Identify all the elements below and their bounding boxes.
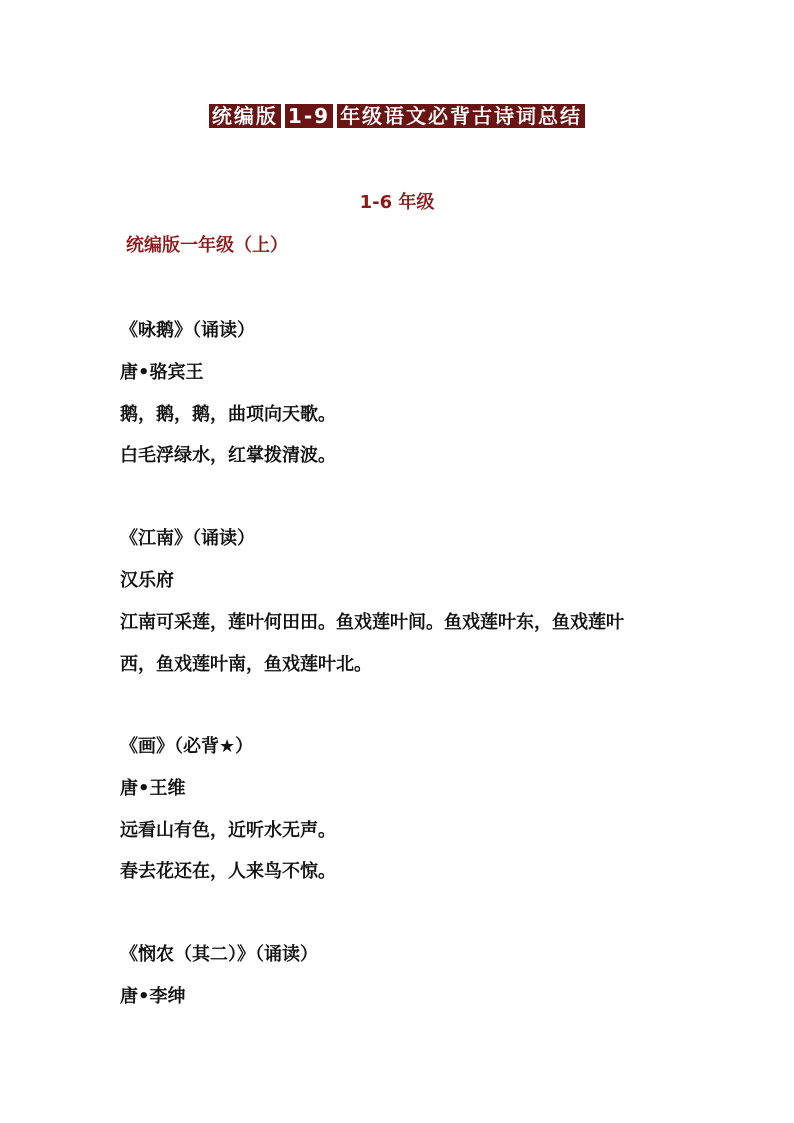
poem-line: 白毛浮绿水，红掌拨清波。 — [120, 445, 336, 466]
poem-line: 鹅，鹅，鹅，曲项向天歌。 — [120, 404, 336, 425]
section-heading: 统编版一年级（上） — [126, 235, 288, 256]
title-part-3: 年级语文必背古诗词总结 — [337, 104, 585, 128]
poem-title: 《江南》（诵读） — [120, 528, 255, 549]
poem-author: 唐•骆宾王 — [120, 362, 204, 383]
poem-author: 汉乐府 — [120, 570, 174, 591]
poem-author: 唐•王维 — [120, 778, 186, 799]
grade-heading: 1-6 年级 — [359, 192, 435, 213]
poem-line: 春去花还在，人来鸟不惊。 — [120, 861, 336, 882]
poem-line: 西，鱼戏莲叶南，鱼戏莲叶北。 — [120, 654, 372, 675]
poem-title: 《画》（必背★） — [120, 736, 254, 757]
poem-author: 唐•李绅 — [120, 986, 186, 1007]
poem-title: 《咏鹅》（诵读） — [120, 320, 255, 341]
title-part-2: 1-9 — [285, 104, 333, 128]
poem-title: 《悯农（其二）》（诵读） — [120, 944, 318, 965]
poem-line: 江南可采莲，莲叶何田田。鱼戏莲叶间。鱼戏莲叶东，鱼戏莲叶 — [120, 612, 624, 633]
document-title — [0, 100, 794, 132]
poem-line: 远看山有色，近听水无声。 — [120, 820, 336, 841]
title-part-1: 统编版 — [209, 104, 281, 128]
